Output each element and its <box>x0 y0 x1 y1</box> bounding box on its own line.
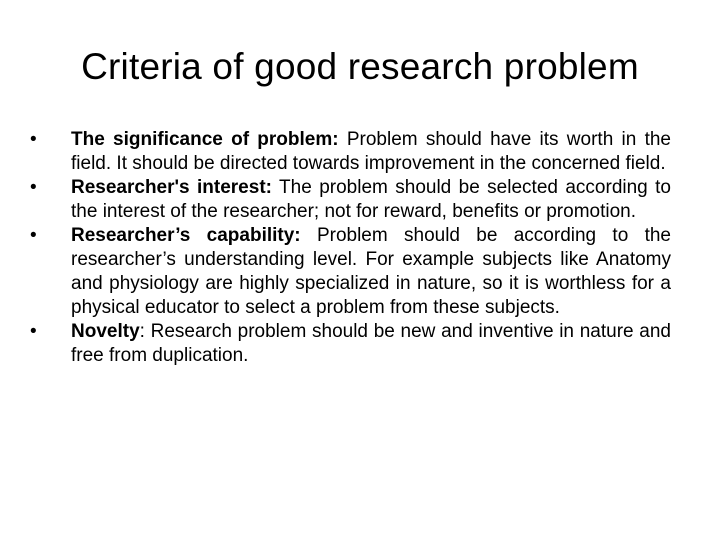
bullet-term: Novelty <box>71 321 140 342</box>
bullet-text: The problem should be selected according to the interest of the researcher; not for reward, benefits or promotion. <box>71 177 671 222</box>
bullet-marker-icon: • <box>30 129 37 150</box>
bullet-text: : Research problem should be new and inventive in nature and free from duplication. <box>71 321 671 366</box>
slide-title: Criteria of good research problem <box>81 46 639 87</box>
bullet-item-significance <box>30 128 671 176</box>
bullet-marker-icon: • <box>30 225 37 246</box>
bullet-marker-icon: • <box>30 321 37 342</box>
bullet-item-novelty <box>30 320 671 368</box>
bullet-list <box>30 128 671 368</box>
bullet-text: Problem should have its worth in the field. It should be directed towards improvement in the concerned field. <box>71 129 671 174</box>
bullet-text: Problem should be according to the researcher’s understanding level. For example subjects like Anatomy and physiology are highly specialized in nature, so it is worthless for a physical educator to select a problem from these subjects. <box>71 225 671 318</box>
bullet-marker-icon: • <box>30 177 37 198</box>
bullet-term: The significance of problem: <box>71 129 339 150</box>
bullet-item-interest <box>30 176 671 224</box>
bullet-term: Researcher’s capability: <box>71 225 301 246</box>
bullet-term: Researcher's interest: <box>71 177 272 198</box>
bullet-item-capability <box>30 224 671 320</box>
